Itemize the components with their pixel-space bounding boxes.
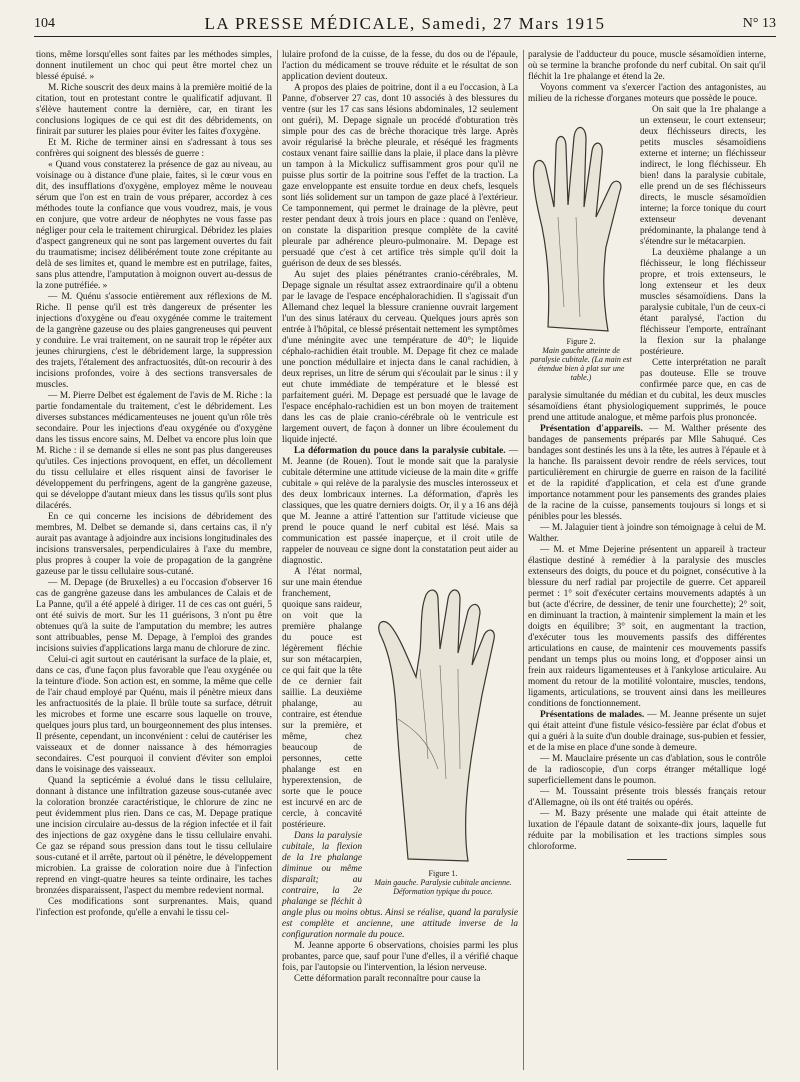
paragraph: — M. Quénu s'associe entièrement aux réflexions de M. Riche. Il pense qu'il est très dangereux de présenter les injections d'oxygène ou d'eau oxygénée comme le traitement de la gangrène gazeuse ou des plaies gangreneuses qui peuvent y conduire. Le vrai traitement, on ne saurait trop le répéter aux jeunes chirurgiens, c'est le débridement large, la suppression des trajets, l'étalement des anfractuosités, dût-on recourir à des incisions profondes, voire à des sections transversales de muscles. bbox=[36, 292, 272, 390]
paragraph: paralysie de l'adducteur du pouce, muscle sésamoïdien interne, où se termine la branche profonde du nerf cubital. On sait qu'il fléchit la 1re phalange et étend la 2e. bbox=[528, 50, 766, 82]
paragraph: Quand la septicémie a évolué dans le tissu cellulaire, donnant à distance une infiltration gazeuse sous-cutanée avec la coloration bronzée caractéristique, le chlorure de zinc ne peut évidemment plus rien. Dans ce cas, M. Depage pratique une incision circulaire au-dessus de la région infectée et il fait des injections de gaz oxygène dans le tissu cellulaire envahi. Ce gaz se répand sous pression dans tout le tissu cellulaire sous-cutané et il arrête, partout où il pénètre, le développement microbien. La graisse de coloration noire due à l'infection reprend en vingt-quatre heures sa teinte ordinaire, les taches bronzées disparaissent, l'aspect du membre redevient normal. bbox=[36, 776, 272, 896]
paragraph: Cette déformation paraît reconnaître pour cause la bbox=[294, 974, 481, 984]
page-number: 104 bbox=[34, 16, 55, 31]
figure-2 bbox=[528, 107, 634, 382]
paragraph: A l'état normal, sur une main étendue franchement, quoique sans raideur, on voit que la première phalange du pouce est légèrement fléchie sur son métacarpien, ce qui fait que la tête de ce dernier fait saillie. La deuxième phalange, au contraire, est étendue sur la première, et même, chez beaucoup de personnes, cette phalange est en hyperextension, de sorte que le pouce est incurvé en arc de cercle, à concavité postérieure. bbox=[282, 567, 362, 830]
article-section bbox=[528, 424, 766, 523]
figure-label: Figure 1. bbox=[428, 869, 458, 878]
figure-caption: Main gauche atteinte de paralysie cubitale. (La main est étendue bien à plat sur une table.) bbox=[530, 346, 632, 382]
paragraph: « Quand vous constaterez la présence de gaz au niveau, au voisinage ou à distance d'une plaie, faites, si le cœur vous en dit, des insufflations d'oxygène, employez même le nouveau sérum que l'on est en train de vous préparer, accordez à ces méthodes toute la confiance que vous voudrez, mais, je vous en conjure, que votre ardeur de néophytes ne vous fasse pas négliger pour cela le traitement chirurgical. Débridez les plaies d'aspect gangreneux qui ne sont pas largement ouvertes du fait du traumatisme; incisez délibérément toute zone crépitante au delà de ses limites et, quand le membre est en putrilage, faites, sans plus attendre, l'amputation à moignon ouvert au-dessus de la zone putréfiée. » bbox=[36, 160, 272, 291]
paragraph: A propos des plaies de poitrine, dont il a eu l'occasion, à La Panne, d'observer 27 cas, dont 10 associés à des blessures du ventre (sur les 17 cas sans lésions abdominales, 12 seulement ont guéri), M. Depage signale un procédé d'obturation très simple pour des cas de brèche thoracique très large. Après avoir régularisé la brèche pleurale, et réséqué les fragments costaux venant faire saillie dans la plaie, il place dans la plèvre un tampon à la Mickulicz suffisamment gros pour qu'il ne puisse plus sortir de la poitrine sous l'effet de la traction. La gaze enveloppante est ensuite tordue en deux chefs, lesquels sont liés solidement sur un tampon de gaze placé à l'extérieur. Ce tamponnement, qui permet le drainage de la plèvre, peut rester pendant deux à trois jours en place : quand on l'enlève, on constate la disparition presque complète de la cavité pleurale par adhérence pleuro-pulmonaire. M. Depage est persuadé que c'est à cet artifice très simple qu'il doit la guérison de deux de ses blessés. bbox=[282, 83, 518, 269]
issue-number: N° 13 bbox=[742, 16, 776, 31]
figure-1 bbox=[368, 569, 518, 896]
paragraph: On sait que la 1re phalange a un extenseur, le court extenseur; deux fléchisseurs directs, les petits muscles sésamoïdiens externe et interne; un fléchisseur indirect, le long fléchisseur. Eh bien! dans la paralysie cubitale, elle prend un de ses fléchisseurs directs, le muscle sésamoïdien interne; la force tonique du court extenseur devenant prédominante, la phalange tend à s'étendre sur le métacarpien. bbox=[640, 105, 766, 247]
paragraph: Voyons comment va s'exercer l'action des antagonistes, au milieu de la richesse d'organes moteurs que possède le pouce. bbox=[528, 83, 766, 104]
journal-title: LA PRESSE MÉDICALE, Samedi, 27 Mars 1915 bbox=[204, 14, 606, 33]
paragraph: Au sujet des plaies pénétrantes cranio-cérébrales, M. Depage signale un résultat assez extraordinaire qu'il a obtenu par le lavage de l'espace encéphalorachidien. Il s'agissait d'un Allemand chez lequel la blessure cranienne ouvrait largement l'un des sinus latéraux du cerveau. Quelques jours après son entrée à l'hôpital, ce blessé présentait nettement les symptômes d'une méningite avec une température de 40°; le liquide céphalo-rachidien était trouble. M. Depage fit chez ce malade une ponction médullaire et injecta dans le canal rachidien, à deux reprises, un litre de sérum qui s'écoulait par le sinus : il y eut chute immédiate de température et le blessé est parfaitement guéri. M. Depage est persuadé que le lavage de l'espace encéphalo-rachidien est un bon moyen de traitement dans les cas de plaie cranio-cérébrale où le ventricule est largement ouvert, de façon à donner un libre écoulement du liquide injecté. bbox=[282, 270, 518, 445]
article-section bbox=[282, 446, 518, 567]
paragraph: La deuxième phalange a un fléchisseur, le long fléchisseur propre, et trois extenseurs, le long extenseur et les deux muscles sésamoïdiens. Dans la paralysie cubitale, l'un de ceux-ci étant paralysé, l'action du fléchisseur l'emporte, entraînant la flexion sur la phalange postérieure. bbox=[640, 248, 766, 357]
article-section bbox=[528, 710, 766, 754]
paragraph: Ces modifications sont surprenantes. Mais, quand l'infection est profonde, qu'elle a envahi le tissu cel- bbox=[36, 897, 272, 918]
paragraph: M. Jeanne apporte 6 observations, choisies parmi les plus probantes, parce que, sauf pour l'une d'elles, il a vérifié chaque fois, par l'autopsie ou l'intervention, la lésion nerveuse. bbox=[282, 941, 518, 973]
hand-drawing-icon bbox=[528, 107, 634, 337]
section-text: — M. Jeanne présente un sujet qui était atteint d'une fistule vésico-fessière par éclat d'obus et qui a guéri à la suite d'un double drainage, sus-pubien et fessier, et de la mise en place d'une sonde à demeure. bbox=[528, 710, 766, 753]
column-rule-1 bbox=[277, 50, 278, 1070]
paragraph: Et M. Riche de terminer ainsi en s'adressant à tous ses confrères qui soignent des blessés de guerre : bbox=[36, 138, 272, 159]
column-3 bbox=[528, 50, 766, 860]
paragraph: — M. Mauclaire présente un cas d'ablation, sous le contrôle de la radioscopie, d'un corps étranger métallique logé superficiellement dans le poumon. bbox=[528, 754, 766, 786]
section-heading: Présentations de malades. bbox=[540, 710, 645, 720]
page-header bbox=[34, 12, 776, 37]
section-text: — M. Jeanne (de Rouen). Tout le monde sait que la paralysie cubitale détermine une attitude vicieuse de la main dite « griffe cubitale » qui relève de la paralysie des muscles interosseux et des deux lombricaux internes. La déformation, d'après les classiques, que les quatre derniers doigts. Or, il y a 16 ans déjà que M. Jeanne a attiré l'attention sur l'attitude vicieuse que prend le pouce quand le nerf cubital est lésé. Mais sa communication est passée inaperçue, et il croit utile de rappeler de nouveau ce signe dont la constatation peut aider au diagnostic. bbox=[282, 446, 518, 566]
paragraph: — M. Toussaint présente trois blessés français retour d'Allemagne, où ils ont été traités ou opérés. bbox=[528, 787, 766, 808]
paragraph: tions, même lorsqu'elles sont faites par les méthodes simples, donnent inutilement un choc qui peut être mortel chez un blessé épuisé. » bbox=[36, 50, 272, 82]
column-1 bbox=[36, 50, 272, 919]
hand-drawing-icon bbox=[368, 569, 518, 869]
paragraph: — M. Depage (de Bruxelles) a eu l'occasion d'observer 16 cas de gangrène gazeuse dans les ambulances de Calais et de La Panne, qu'il a été appelé à diriger. 11 de ces cas ont guéri, 5 ont été suivis de mort. Sur les 11 guérisons, 3 n'ont pu être obtenues qu'à la suite de l'amputation du membre; les autres sont attribuables, pense M. Depage, à l'emploi des grandes incisions suivies d'applications larga manu de chlorure de zinc. bbox=[36, 578, 272, 654]
paragraph: Dans la paralysie cubitale, la flexion de la 1re phalange diminue ou même disparaît; au contraire, la 2e phalange se fléchit à angle plus ou moins obtus. Ainsi se réalise, quand la paralysie est complète et ancienne, une attitude inverse de la configuration normale du pouce. bbox=[282, 831, 518, 940]
figure-caption: Main gauche. Paralysie cubitale ancienne. Déformation typique du pouce. bbox=[374, 878, 512, 896]
figure-label: Figure 2. bbox=[566, 337, 596, 346]
paragraph: — M. Jalaguier tient à joindre son témoignage à celui de M. Walther. bbox=[528, 523, 766, 544]
section-heading: Présentation d'appareils. bbox=[540, 424, 643, 434]
section-heading: La déformation du pouce dans la paralysie cubitale. bbox=[294, 446, 506, 456]
paragraph: Celui-ci agit surtout en cautérisant la surface de la plaie, et, dans ce cas, d'une façon plus favorable que l'eau oxygénée ou la teinture d'iode. Son action est, en somme, la même que celle de l'air chaud employé par Quénu, mais il pénètre mieux dans les anfractuosités de la plaie. Il brûle toute sa surface, détruit les microbes et forme une escarre sous laquelle on trouve, quelques jours plus tard, un bourgeonnement des plus intenses. Il présente, cependant, un inconvénient : celui de cautériser les vaisseaux et de donner naissance à des hémorragies secondaires. C'est pourquoi il convient d'éviter son emploi dans le voisinage des vaisseaux. bbox=[36, 655, 272, 775]
paragraph: — M. Pierre Delbet est également de l'avis de M. Riche : la partie fondamentale du traitement, c'est le débridement. Les diverses substances médicamenteuses ne jouent qu'un rôle très secondaire. Pour les injections d'eau oxygénée ou d'oxygène dans les tissus encore sains, M. Delbet va encore plus loin que M. Riche : il se demande si elles ne sont pas plus dangereuses qu'utiles. Ces injections provoquent, en effet, un décollement du tissu cellulaire et elles risquent ainsi de favoriser le développement du perfringens, agent de la gangrène gazeuse, qui se développe d'autant mieux dans les tissus qu'ils sont plus dilacérés. bbox=[36, 391, 272, 511]
end-rule bbox=[627, 859, 667, 860]
paragraph: M. Riche souscrit des deux mains à la première moitié de la citation, tout en protestant contre le qualificatif adjuvant. Il s'élève hautement contre la dernière, car, en tirant les conclusions logiques de ce qui est dit des débridements, on finirait par suturer les plaies pour éviter les faites d'oxygène. bbox=[36, 83, 272, 137]
paragraph: En ce qui concerne les incisions de débridement des membres, M. Delbet se demande si, dans certains cas, il n'y aurait pas avantage à adjoindre aux incisions longitudinales des incisions transversales, perpendiculaires à l'axe du membre, plus propres à couper la voie de propagation de la gangrène gazeuse par le tissu cellulaire sous-cutané. bbox=[36, 512, 272, 577]
paragraph: — M. Bazy présente une malade qui était atteinte de luxation de l'épaule datant de soixante-dix jours, laquelle fut réduite par la mobilisation et les tractions simples sous chloroforme. bbox=[528, 809, 766, 852]
paragraph: Cette interprétation ne paraît pas douteuse. Elle se trouve confirmée parce que, en cas de paralysie simultanée du médian et du cubital, les deux muscles sésamoïdiens étant physiologiquement supprimés, le pouce prend une attitude analogue, et même parfois plus prononcée. bbox=[528, 358, 766, 423]
paragraph: — M. et Mme Dejerine présentent un appareil à tracteur élastique destiné à remédier à la paralysie des muscles extenseurs des doigts, du pouce et du poignet, consécutive à la blessure du nerf radial par projectile de guerre. Cet appareil permet : 1° soit d'exécuter certains mouvements adaptés à un but (acte d'écrire, de dessiner, de tenir une fourchette); 2° soit, en diminuant la traction, à maintenir simplement la main et les doigts en équilibre; 3° soit, en augmentant la traction, d'exécuter tous les mouvements passifs des différentes articulations en cause, de maintenir ces mouvements passifs pendant un temps plus ou moins long, et d'opposer ainsi un frein aux raideurs ligamenteuses et à l'ankylose articulaire. Au moment du retour de la motilité volontaire, muscles, tendons, ligaments, articulations, se trouvent ainsi dans les meilleures conditions de fonctionnement. bbox=[528, 545, 766, 709]
paragraph: lulaire profond de la cuisse, de la fesse, du dos ou de l'épaule, l'action du médicament se trouve réduite et le résultat de son application devient douteux. bbox=[282, 50, 518, 82]
column-2 bbox=[282, 50, 518, 985]
section-text: — M. Walther présente des bandages de pansements préparés par Mlle Sahuqué. Ces bandages sont destinés les uns à la tête, les autres à l'épaule et à la hanche. Ils paraissent devoir rendre de réels services, tout particulièrement en chirurgie de guerre en raison de la facilité et de la rapidité d'application, et cela est d'une grande importance notamment pour les pansements des grandes plaies de la racine de la cuisse, pansements toujours si longs et si pénibles pour les blessés. bbox=[528, 424, 767, 522]
column-rule-2 bbox=[523, 50, 524, 1070]
